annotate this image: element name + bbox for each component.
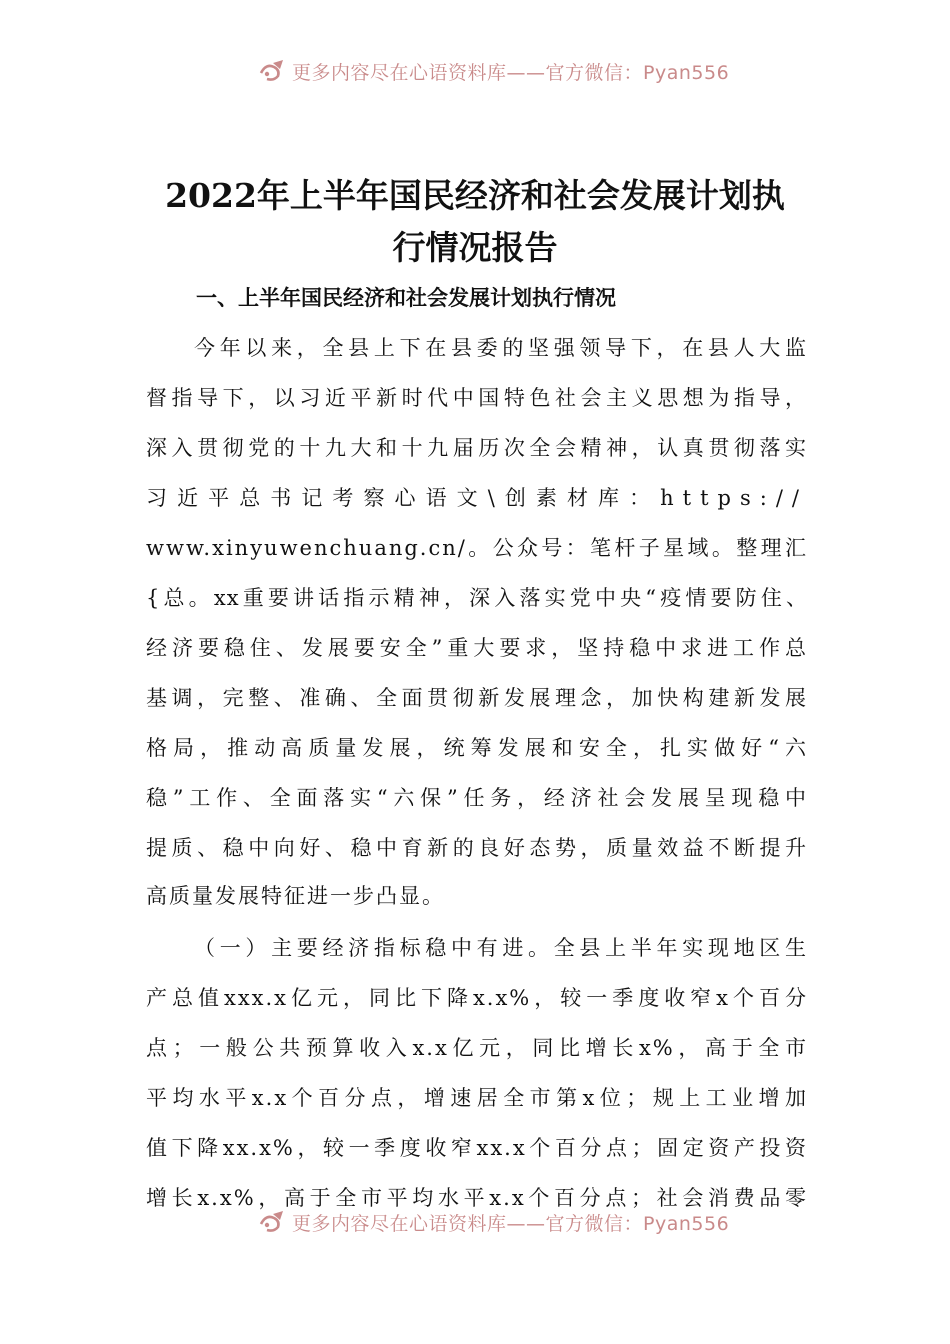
text-line: 值下降xx.x%，较一季度收窄xx.x个百分点；固定资产投资 — [146, 1136, 808, 1160]
watermark-footer — [258, 1207, 778, 1237]
pen-logo-icon — [258, 1210, 286, 1234]
document-title-line-1: 2022年上半年国民经济和社会发展计划执 — [165, 176, 785, 215]
section-heading: 一、上半年国民经济和社会发展计划执行情况 — [196, 286, 616, 310]
text-line: 格局，推动高质量发展，统筹发展和安全，扎实做好“六 — [146, 736, 808, 760]
text-line: 产总值xxx.x亿元，同比下降x.x%，较一季度收窄x个百分 — [146, 986, 808, 1010]
text-line: 稳”工作、全面落实“六保”任务，经济社会发展呈现稳中 — [146, 786, 808, 810]
text-line: 提质、稳中向好、稳中育新的良好态势，质量效益不断提升 — [146, 836, 808, 860]
text-line: 增长x.x%，高于全市平均水平x.x个百分点；社会消费品零 — [146, 1186, 808, 1210]
watermark-text: 更多内容尽在心语资料库——官方微信：Pyan556 — [292, 61, 730, 84]
text-line: 深入贯彻党的十九大和十九届历次全会精神，认真贯彻落实 — [146, 436, 808, 460]
text-line: www.xinyuwenchuang.cn/。公众号：笔杆子星域。整理汇 — [146, 536, 808, 560]
text-line: 督指导下，以习近平新时代中国特色社会主义思想为指导， — [146, 386, 808, 410]
watermark-text: 更多内容尽在心语资料库——官方微信：Pyan556 — [292, 1212, 730, 1235]
text-line: 习近平总书记考察心语文\创素材库：https:// — [146, 486, 808, 510]
text-line: 高质量发展特征进一步凸显。 — [146, 884, 445, 908]
text-line: 今年以来，全县上下在县委的坚强领导下，在县人大监 — [194, 336, 808, 360]
text-line: 平均水平x.x个百分点，增速居全市第x位；规上工业增加 — [146, 1086, 808, 1110]
text-line: （一）主要经济指标稳中有进。全县上半年实现地区生 — [194, 936, 808, 960]
text-line: 基调，完整、准确、全面贯彻新发展理念，加快构建新发展 — [146, 686, 808, 710]
text-line: 点；一般公共预算收入x.x亿元，同比增长x%，高于全市 — [146, 1036, 808, 1060]
text-line: {总。xx重要讲话指示精神，深入落实党中央“疫情要防住、 — [146, 586, 808, 610]
text-line: 经济要稳住、发展要安全”重大要求，坚持稳中求进工作总 — [146, 636, 808, 660]
pen-logo-icon — [258, 59, 286, 83]
watermark-header — [258, 56, 778, 86]
document-title-line-2: 行情况报告 — [392, 228, 558, 267]
